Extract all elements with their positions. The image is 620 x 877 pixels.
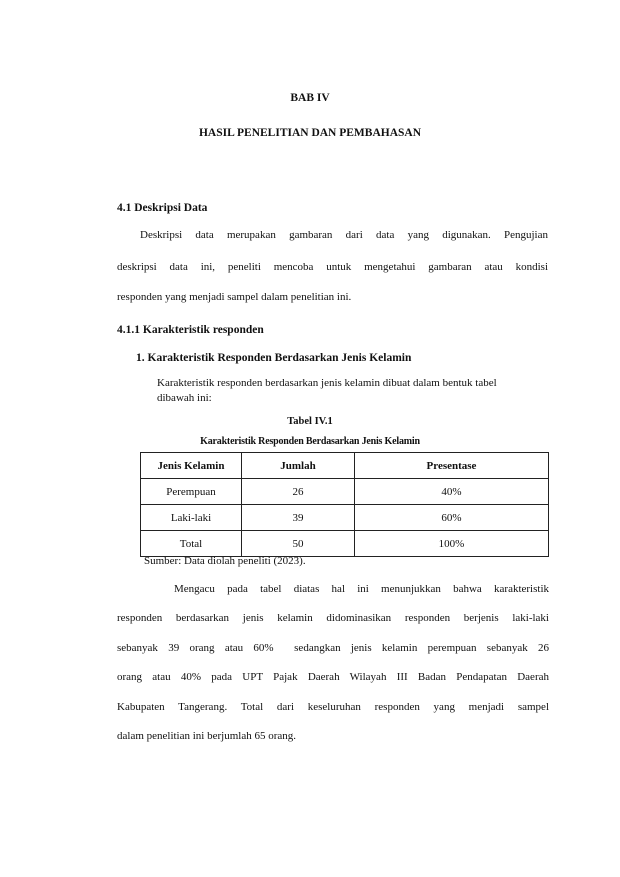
paragraph-line-3: sebanyak 39 orang atau 60% sedangkan jenis kelamin perempuan sebanyak 26: [117, 642, 549, 654]
table-cell: 40%: [355, 479, 549, 505]
table-source: Sumber: Data diolah peneliti (2023).: [144, 555, 306, 567]
table-header-cell: Jenis Kelamin: [141, 453, 242, 479]
table-cell: 60%: [355, 505, 549, 531]
subsection-line-2: dibawah ini:: [157, 392, 212, 404]
table-cell: Total: [141, 531, 242, 557]
paragraph-line-5: Kabupaten Tangerang. Total dari keseluruhan responden yang menjadi sampel: [117, 701, 549, 713]
subsection-heading-gender: 1. Karakteristik Responden Berdasarkan Jenis Kelamin: [136, 352, 412, 364]
chapter-number: BAB IV: [290, 92, 330, 104]
subsection-line-1: Karakteristik responden berdasarkan jenis kelamin dibuat dalam bentuk tabel: [157, 377, 497, 389]
table-title: Karakteristik Responden Berdasarkan Jenis Kelamin: [200, 436, 420, 447]
table-cell: 50: [242, 531, 355, 557]
section-4-1-line-2: deskripsi data ini, peneliti mencoba untuk mengetahui gambaran atau kondisi: [117, 261, 548, 273]
table-cell: 100%: [355, 531, 549, 557]
table-header-cell: Jumlah: [242, 453, 355, 479]
table-row: [141, 479, 549, 505]
section-heading-4-1-1: 4.1.1 Karakteristik responden: [117, 324, 264, 336]
table-header-cell: Presentase: [355, 453, 549, 479]
table-cell: Laki-laki: [141, 505, 242, 531]
table-label: Tabel IV.1: [287, 416, 333, 427]
paragraph-line-4: orang atau 40% pada UPT Pajak Daerah Wilayah III Badan Pendapatan Daerah: [117, 671, 549, 683]
table-cell: Perempuan: [141, 479, 242, 505]
table-row: [141, 505, 549, 531]
chapter-title: HASIL PENELITIAN DAN PEMBAHASAN: [198, 127, 422, 139]
section-4-1-line-1: Deskripsi data merupakan gambaran dari data yang digunakan. Pengujian: [140, 229, 548, 241]
table-cell: 26: [242, 479, 355, 505]
table-row: [141, 531, 549, 557]
gender-table: [140, 452, 549, 557]
section-heading-4-1: 4.1 Deskripsi Data: [117, 202, 208, 214]
paragraph-line-6: dalam penelitian ini berjumlah 65 orang.: [117, 730, 297, 742]
paragraph-line-2: responden berdasarkan jenis kelamin didominasikan responden berjenis laki-laki: [117, 612, 549, 624]
section-4-1-line-3: responden yang menjadi sampel dalam penelitian ini.: [117, 291, 352, 303]
table-header-row: [141, 453, 549, 479]
paragraph-line-1: Mengacu pada tabel diatas hal ini menunjukkan bahwa karakteristik: [174, 583, 549, 595]
table-cell: 39: [242, 505, 355, 531]
